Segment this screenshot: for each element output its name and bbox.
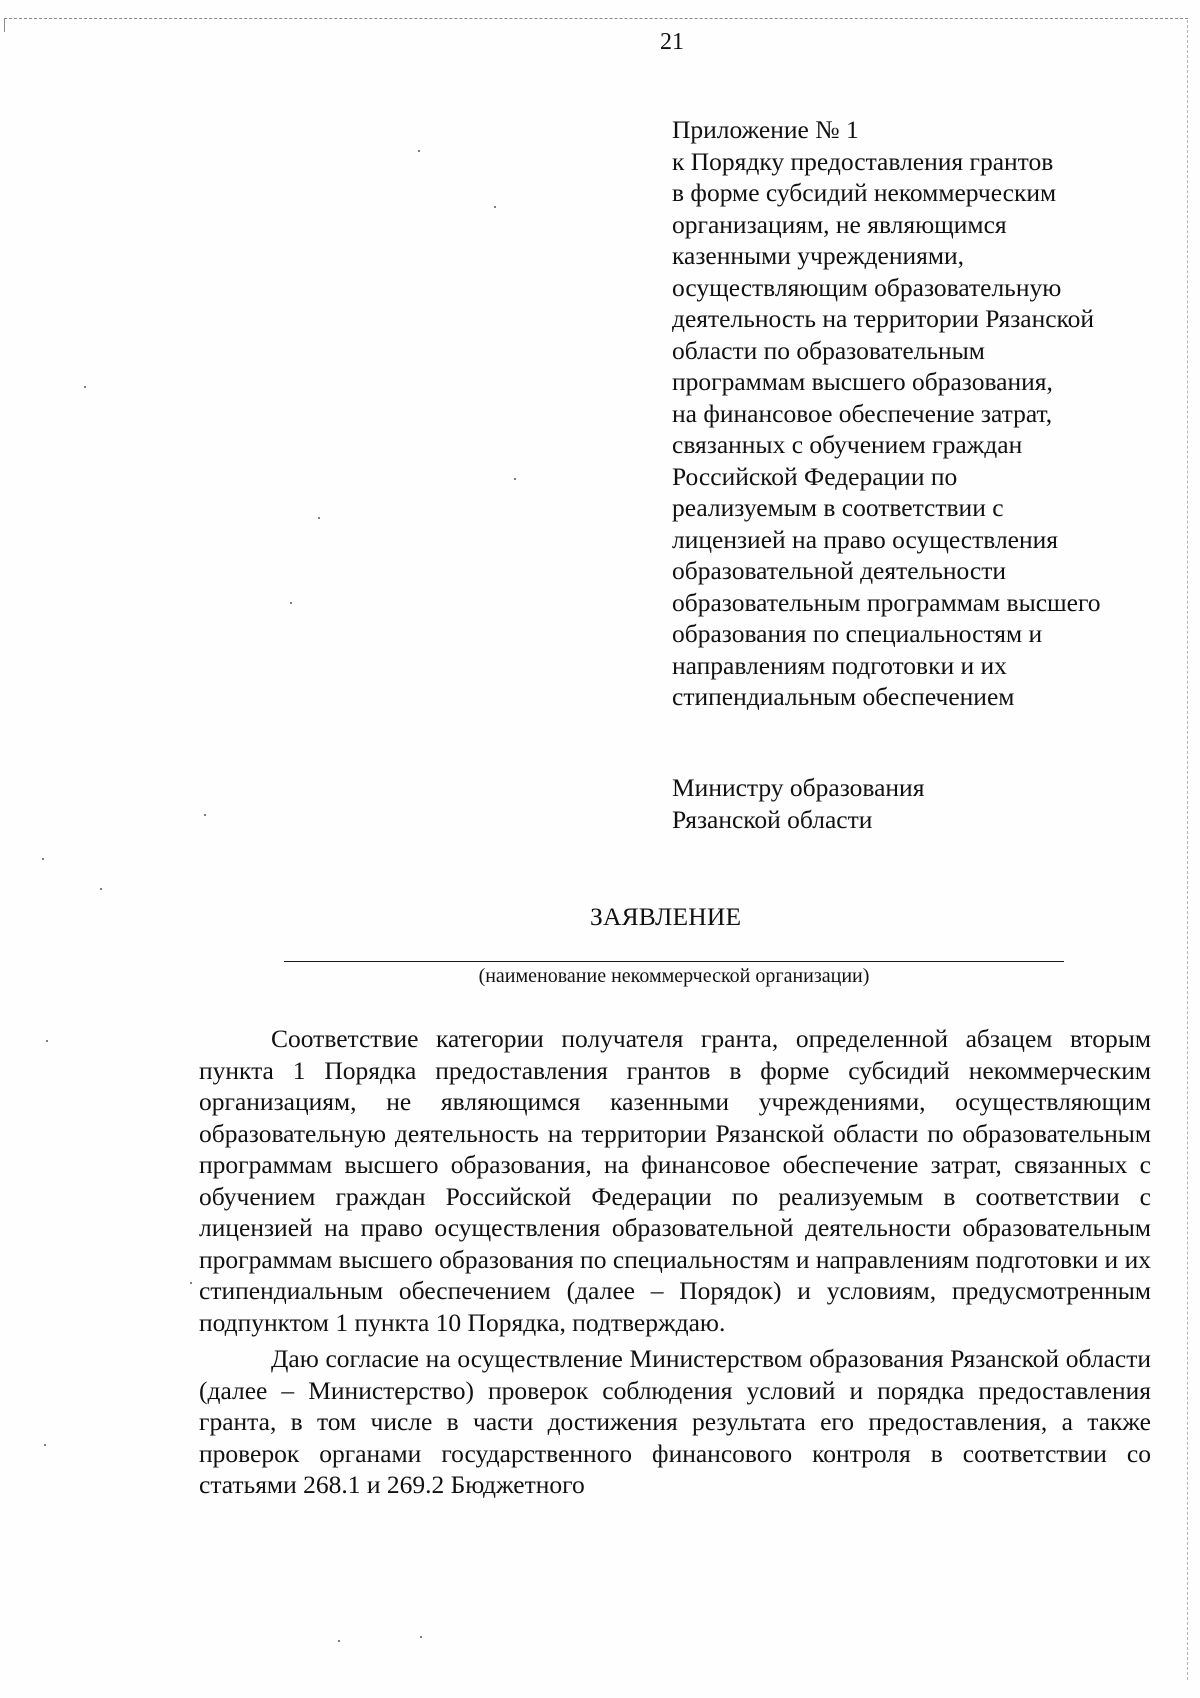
appendix-header [672,114,1172,713]
scan-speck [42,858,44,860]
appendix-line: области по образовательным [672,335,985,365]
scan-speck [514,478,516,480]
scan-speck [204,814,206,816]
scan-speck [84,386,86,388]
appendix-line: стипендиальным обеспечением [672,682,1015,711]
appendix-line: реализуемым в соответствии с [672,493,1004,522]
org-name-blank-line [284,961,1064,962]
scan-speck [100,888,102,890]
scan-speck [338,1640,340,1642]
scan-speck [318,517,320,519]
page-number: 21 [660,29,684,55]
appendix-line: осуществляющим образовательную [672,272,1062,302]
appendix-line: образования по специальностям и [672,619,1043,648]
addressee-line: Рязанской области [672,804,873,834]
appendix-line: программам высшего образования, [672,367,1053,396]
addressee-line: Министру образования [672,773,925,802]
appendix-line: на финансовое обеспечение затрат, [672,398,1053,428]
body-paragraph: Даю согласие на осуществление Министерством образования Рязанской области (далее – Министерство) проверок соблюдения условий и порядка предоставления гранта, в том числе в части достижения результата его предоставления, а также проверок органами государственного финансового контроля в соответствии со статьями 268.1 и 269.2 Бюджетного [199,1344,1151,1499]
appendix-line: образовательным программам высшего [672,587,1101,617]
appendix-line: казенными учреждениями, [672,241,965,270]
appendix-line: Приложение № 1 [672,115,859,144]
appendix-line: к Порядку предоставления грантов [672,146,1054,176]
scan-border-right [1187,20,1188,1680]
appendix-line: в форме субсидий некоммерческим [672,178,1057,207]
org-name-caption: (наименование некоммерческой организации) [478,965,870,987]
addressee-block [672,772,1152,835]
appendix-line: лицензией на право осуществления [672,524,1059,554]
scan-border-left-tick [4,18,5,32]
appendix-line: связанных с обучением граждан [672,430,1023,459]
body-paragraph: Соответствие категории получателя гранта, определенной абзацем вторым пункта 1 Порядка предоставления грантов в форме субсидий некоммерческим организациям, не являющимся казенными учреждениями, осуществляющим образовательную деятельность на территории Рязанской области по образовательным программам высшего образования, на финансовое обеспечение затрат, связанных с обучением граждан Российской Федерации по реализуемым в соответствии с лицензией на право осуществления образовательной деятельности образовательным программам высшего образования по специальностям и направлениям подготовки и их стипендиальным обеспечением (далее – Порядок) и условиям, предусмотренным подпунктом 1 пункта 10 Порядка, подтверждаю. [199,1024,1151,1337]
scan-speck [44,1444,46,1446]
appendix-line: Российской Федерации по [672,461,958,491]
appendix-line: образовательной деятельности [672,556,1007,585]
scan-speck [420,1636,422,1638]
scan-border-top [4,18,1188,19]
scan-speck [494,206,496,208]
appendix-line: направлениям подготовки и их [672,650,1007,680]
scan-speck [190,1282,192,1284]
scan-speck [418,150,420,152]
appendix-line: деятельность на территории Рязанской [672,304,1095,333]
appendix-line: организациям, не являющимся [672,209,1007,239]
scan-speck [290,602,292,604]
document-title: ЗАЯВЛЕНИЕ [590,902,742,931]
statement-body [199,1023,1151,1506]
scan-speck [46,1040,48,1042]
